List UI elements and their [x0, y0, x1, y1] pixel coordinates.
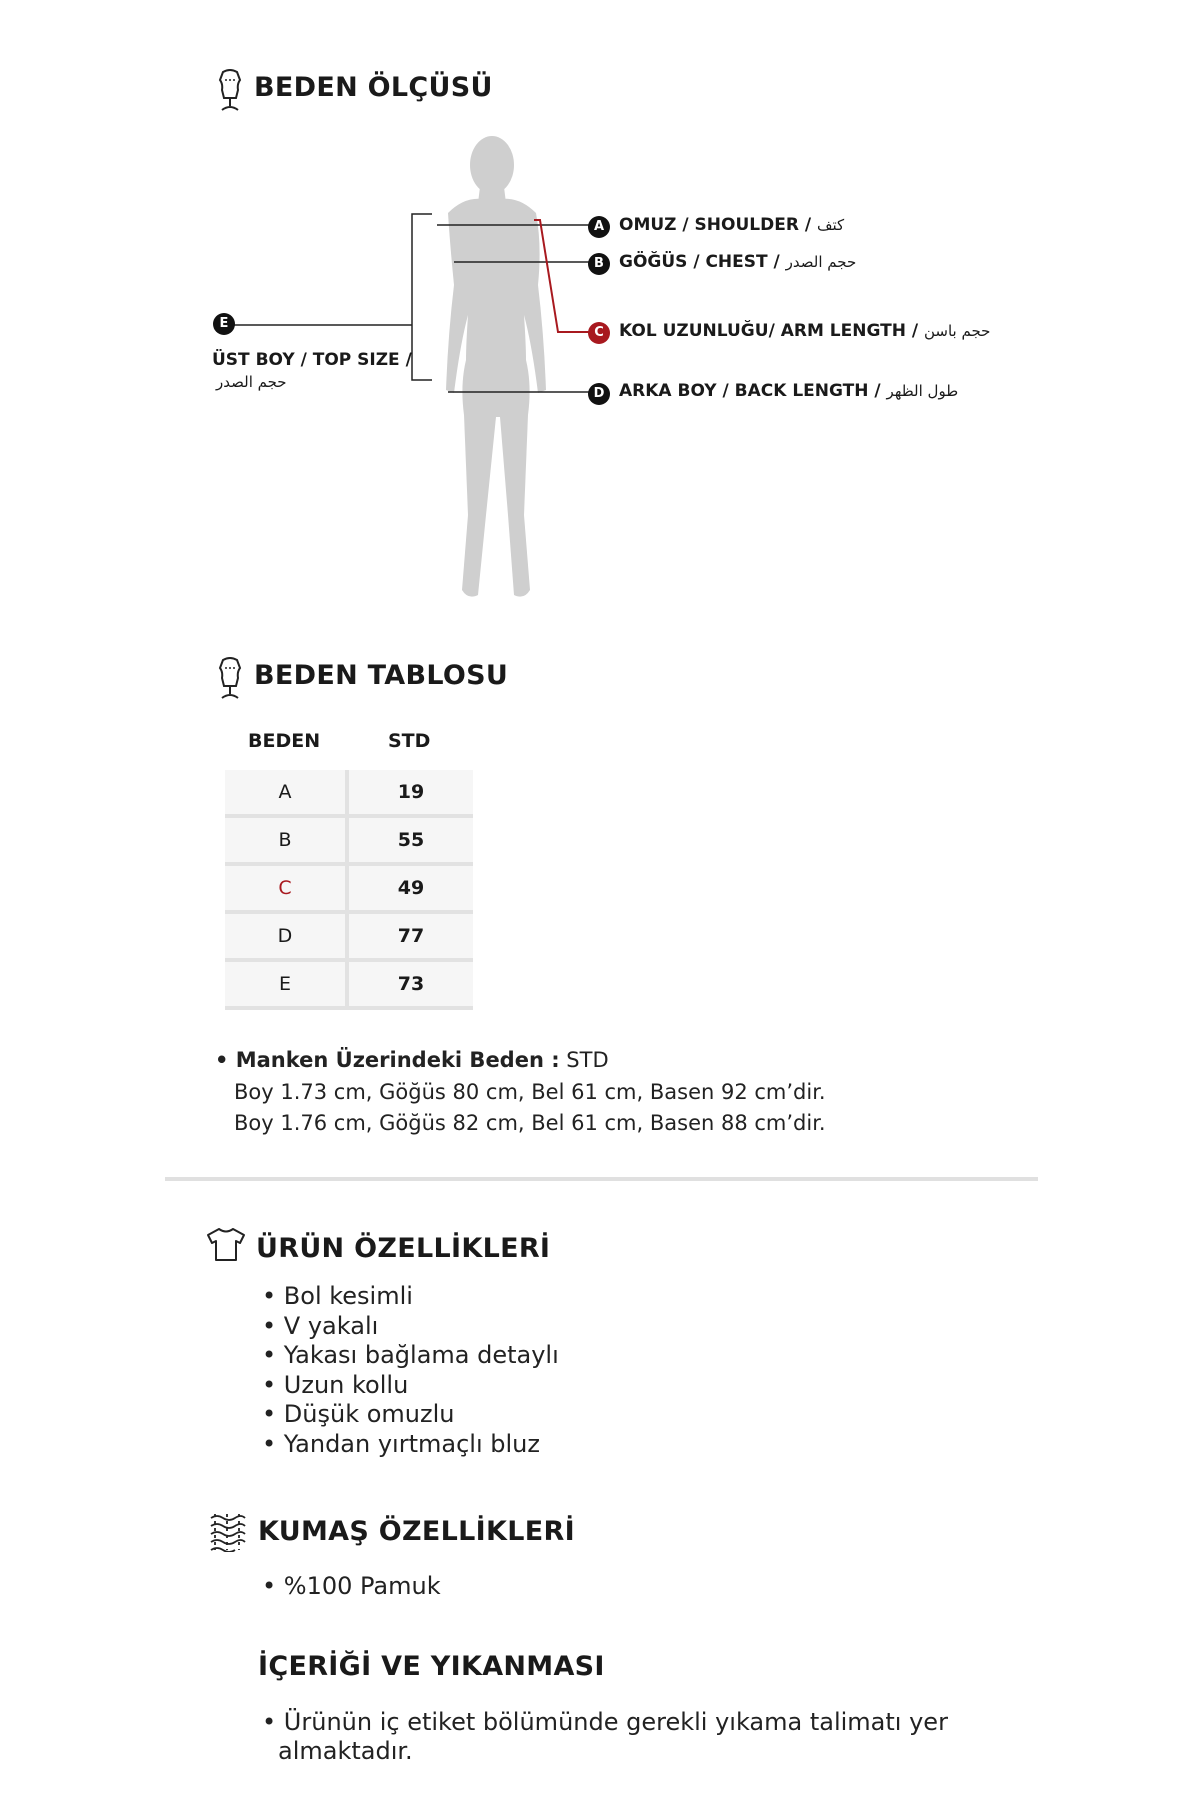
label-top-size: ÜST BOY / TOP SIZE /: [212, 350, 412, 370]
row-value: 49: [347, 864, 473, 912]
badge-d: D: [588, 383, 610, 405]
badge-b: B: [588, 253, 610, 275]
label-arm-length: KOL UZUNLUĞU/ ARM LENGTH / حجم باسن: [619, 321, 991, 341]
row-key: A: [225, 770, 347, 816]
row-value: 19: [347, 770, 473, 816]
table-header-size: BEDEN: [248, 730, 321, 752]
model-info-label: Manken Üzerindeki Beden :: [235, 1048, 560, 1072]
label-back-length-arabic: طول الظهر: [886, 382, 959, 400]
row-key: D: [225, 912, 347, 960]
list-item: • Bol kesimli: [262, 1282, 413, 1310]
row-value: 77: [347, 912, 473, 960]
size-table-title: BEDEN TABLOSU: [254, 660, 509, 691]
list-item: • Uzun kollu: [262, 1370, 409, 1399]
care-title: İÇERİĞİ VE YIKANMASI: [258, 1651, 605, 1682]
table-row: [225, 912, 473, 960]
table-row: [225, 770, 473, 816]
badge-c: C: [588, 322, 610, 344]
model-info-heading: [215, 1048, 609, 1072]
label-top-size-arabic: حجم الصدر: [216, 373, 287, 391]
label-chest: GÖĞÜS / CHEST / حجم الصدر: [619, 252, 857, 272]
list-item: • Ürünün iç etiket bölümünde gerekli yıkama talimatı yer: [262, 1708, 948, 1736]
table-row: [225, 816, 473, 864]
badge-e: E: [213, 313, 235, 335]
list-item: • Düşük omuzlu: [262, 1400, 455, 1428]
section-divider: [165, 1177, 1038, 1181]
list-item-continuation: almaktadır.: [278, 1737, 413, 1765]
table-row: [225, 864, 473, 912]
bullet: •: [215, 1048, 236, 1072]
row-key: C: [225, 864, 347, 912]
label-chest-arabic: حجم الصدر: [785, 253, 857, 271]
table-row: [225, 960, 473, 1008]
list-item: • Yandan yırtmaçlı bluz: [262, 1429, 540, 1458]
row-key: E: [225, 960, 347, 1008]
table-header-std: STD: [388, 730, 431, 752]
model-info-line-2: Boy 1.76 cm, Göğüs 82 cm, Bel 61 cm, Basen 88 cm’dir.: [234, 1111, 826, 1135]
badge-a: A: [588, 216, 610, 238]
product-features-title: ÜRÜN ÖZELLİKLERİ: [256, 1233, 551, 1264]
size-table: [225, 770, 473, 1010]
list-item: • Yakası bağlama detaylı: [262, 1341, 559, 1369]
mannequin-icon: [213, 656, 247, 700]
label-shoulder: OMUZ / SHOULDER / كتف: [619, 215, 845, 235]
model-info-size: STD: [559, 1048, 609, 1072]
label-arm-length-arabic: حجم باسن: [923, 322, 991, 340]
fabric-icon: [207, 1512, 247, 1552]
row-key: B: [225, 816, 347, 864]
tshirt-icon: [206, 1226, 246, 1262]
product-features-list: [262, 1282, 559, 1459]
row-value: 55: [347, 816, 473, 864]
fabric-features-title: KUMAŞ ÖZELLİKLERİ: [258, 1516, 575, 1547]
label-shoulder-arabic: كتف: [816, 216, 845, 234]
mannequin-icon: [213, 68, 247, 112]
list-item: • V yakalı: [262, 1311, 379, 1340]
label-back-length: ARKA BOY / BACK LENGTH / طول الظهر: [619, 381, 959, 401]
row-value: 73: [347, 960, 473, 1008]
model-info-line-1: Boy 1.73 cm, Göğüs 80 cm, Bel 61 cm, Basen 92 cm’dir.: [234, 1080, 826, 1104]
size-chart-title: BEDEN ÖLÇÜSÜ: [254, 72, 493, 103]
list-item: • %100 Pamuk: [262, 1572, 441, 1600]
